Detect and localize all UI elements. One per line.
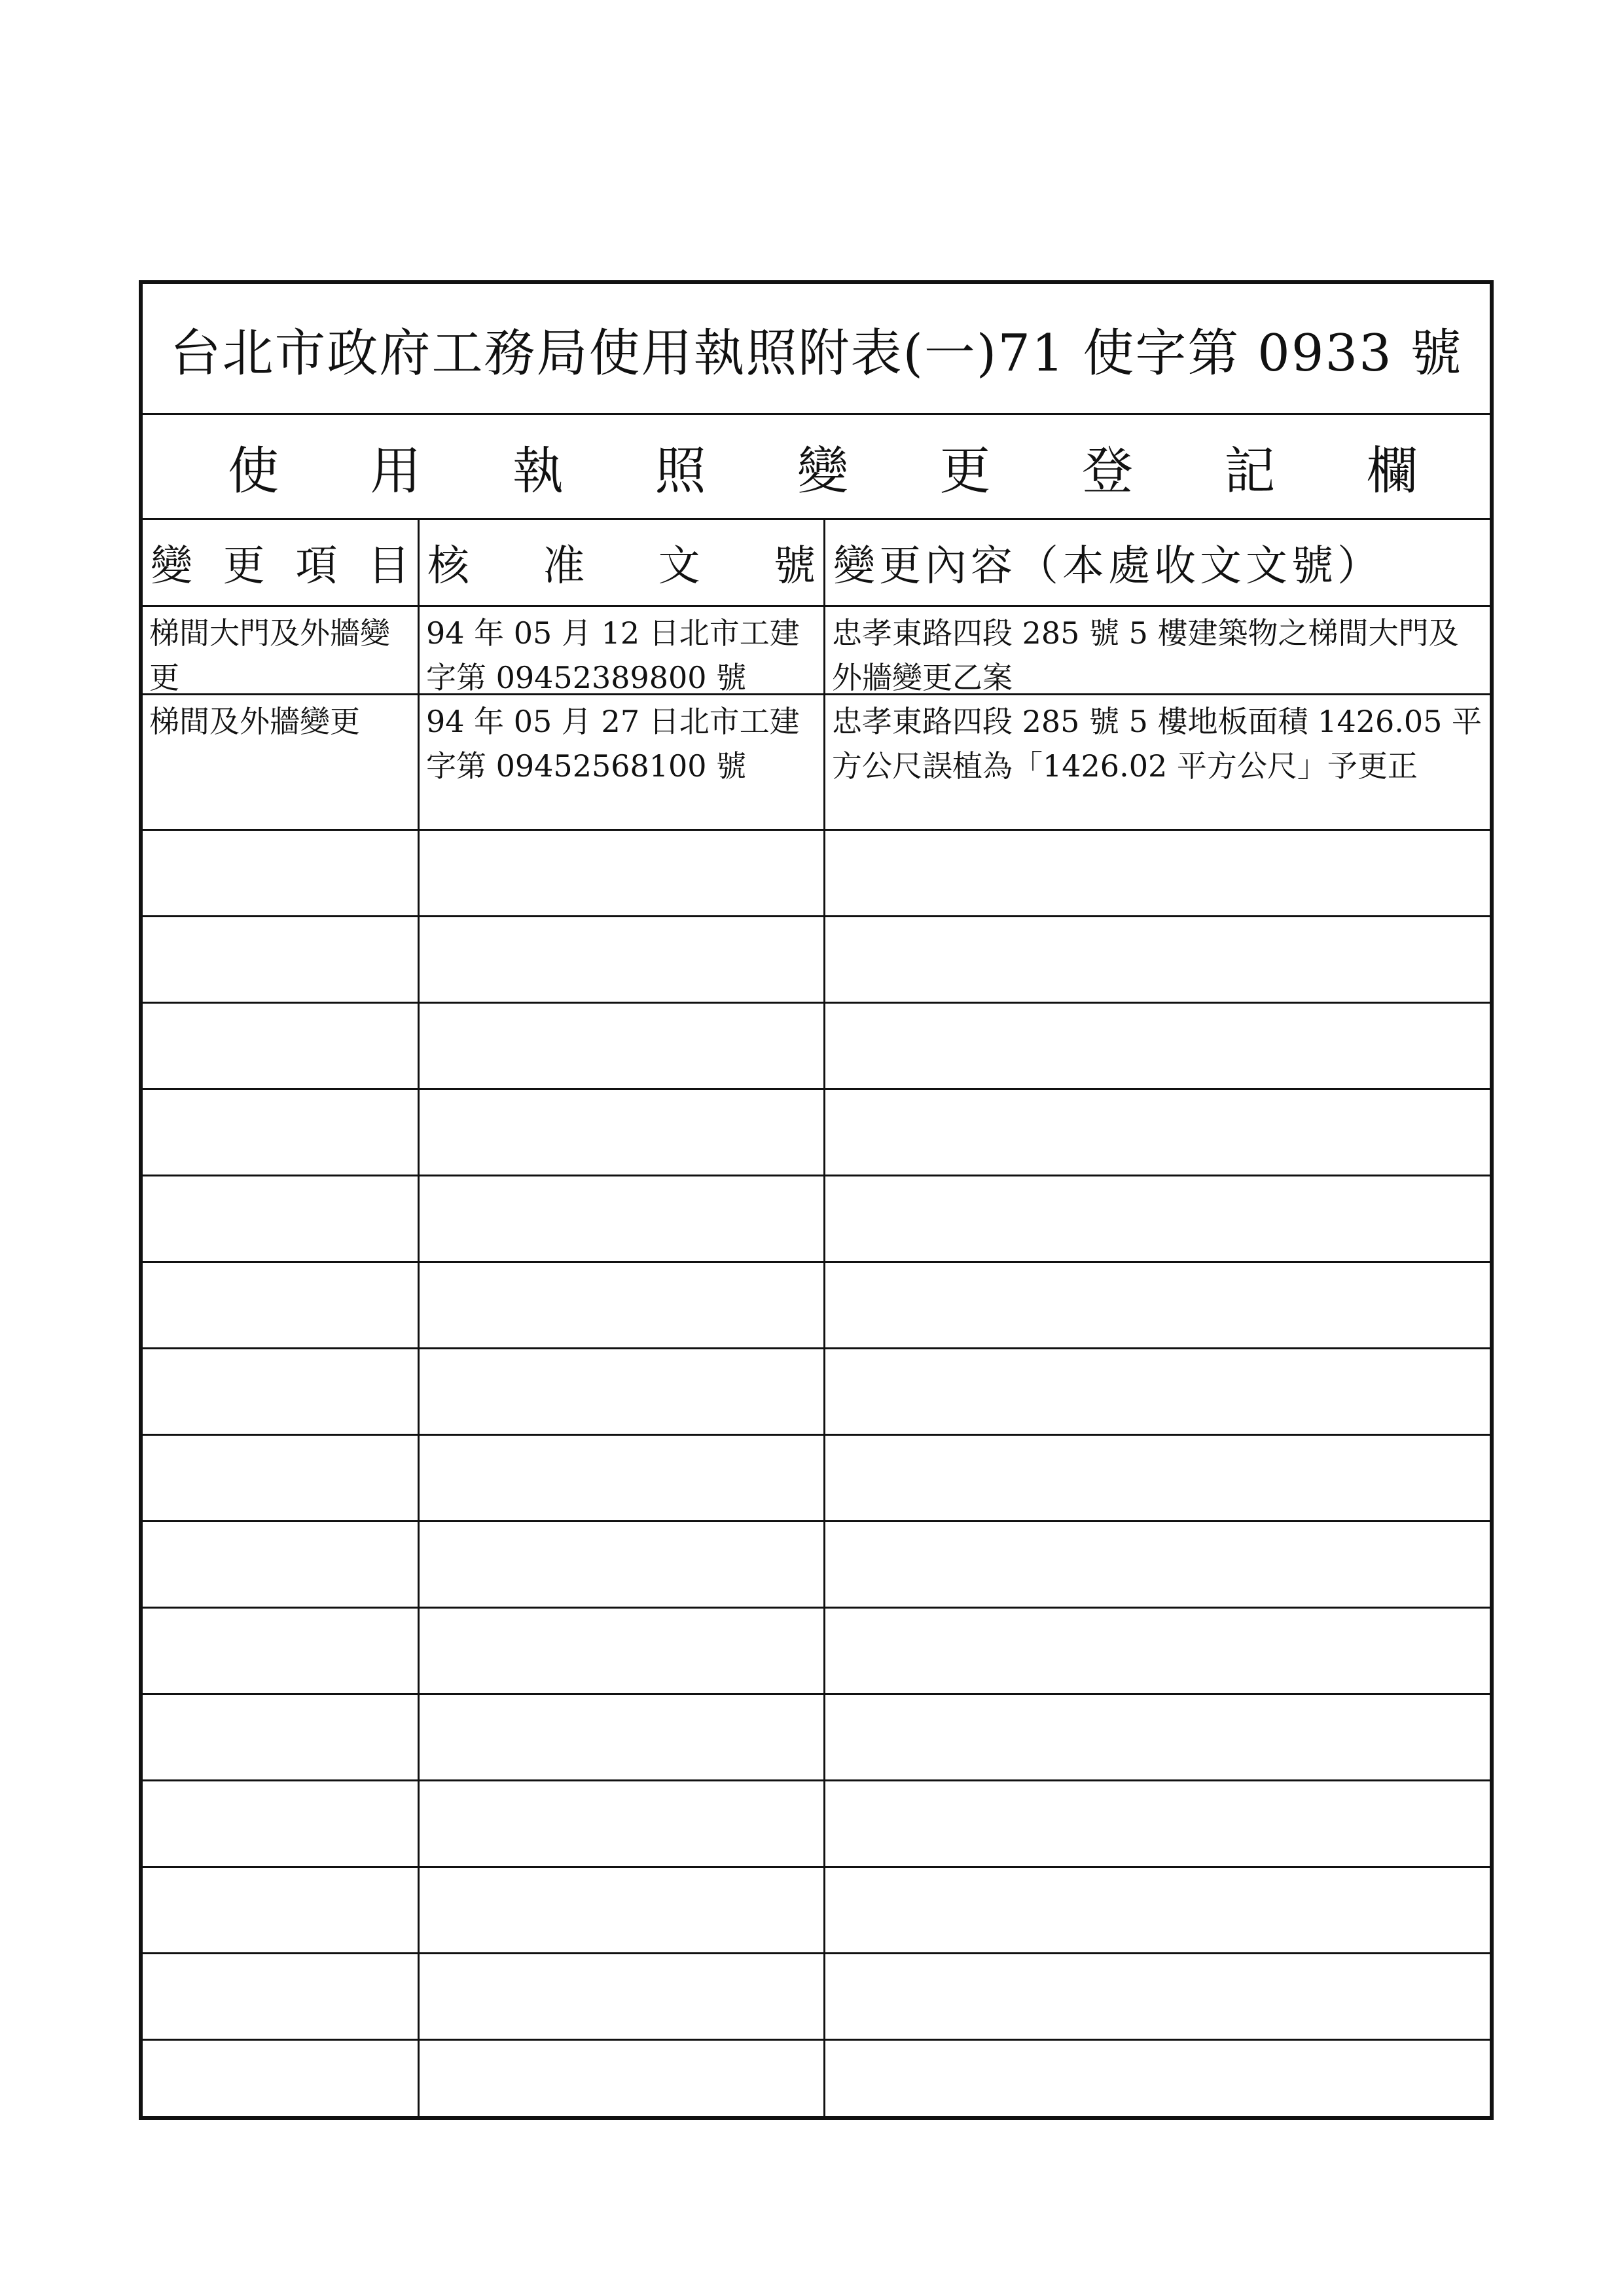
table-row-2-content: 忠孝東路四段 285 號 5 樓地板面積 1426.05 平方公尺誤植為「1426.02 平方公尺」予更正 <box>832 704 1483 784</box>
row-divider <box>143 915 1490 917</box>
subtitle-char: 記 <box>1224 441 1276 501</box>
form-subtitle <box>143 415 1490 520</box>
table-row-2-approval: 94 年 05 月 27 日北市工建字第 09452568100 號 <box>426 704 800 784</box>
row-divider <box>143 1175 1490 1176</box>
subtitle-char: 執 <box>512 441 564 501</box>
subtitle-char: 欄 <box>1366 441 1418 501</box>
table-row-1-item: 梯間大門及外牆變更 <box>149 615 390 692</box>
row-divider <box>143 1607 1490 1609</box>
subtitle-char: 更 <box>939 441 991 501</box>
table-row-1-content: 忠孝東路四段 285 號 5 樓建築物之梯間大門及外牆變更乙案 <box>832 615 1459 692</box>
row-divider <box>143 1779 1490 1781</box>
row-divider <box>143 1347 1490 1349</box>
registration-form <box>139 280 1494 2120</box>
header-item: 變 更 項 目 <box>151 542 410 591</box>
subtitle-char: 變 <box>797 441 848 501</box>
row-divider <box>143 1088 1490 1090</box>
table-row-1-approval: 94 年 05 月 12 日北市工建字第 09452389800 號 <box>426 615 800 692</box>
row-divider <box>143 1434 1490 1436</box>
row-divider <box>143 1261 1490 1263</box>
registration-table <box>143 520 1490 2116</box>
row-divider <box>143 1866 1490 1868</box>
header-approval-number: 核 准 文 號 <box>427 542 816 591</box>
row-divider <box>143 829 1490 831</box>
row-divider <box>143 1520 1490 1522</box>
row-divider <box>143 1002 1490 1004</box>
subtitle-char: 照 <box>655 441 706 501</box>
header-change-content: 變更內容（本處收文文號） <box>833 542 1383 591</box>
row-divider <box>143 2039 1490 2041</box>
form-title: 台北市政府工務局使用執照附表(一)71 使字第 0933 號 <box>143 284 1490 415</box>
table-row-2-item: 梯間及外牆變更 <box>149 704 360 739</box>
subtitle-char: 用 <box>370 441 422 501</box>
row-divider <box>143 1693 1490 1695</box>
row-divider <box>143 1952 1490 1954</box>
subtitle-char: 登 <box>1081 441 1133 501</box>
subtitle-char: 使 <box>228 441 279 501</box>
